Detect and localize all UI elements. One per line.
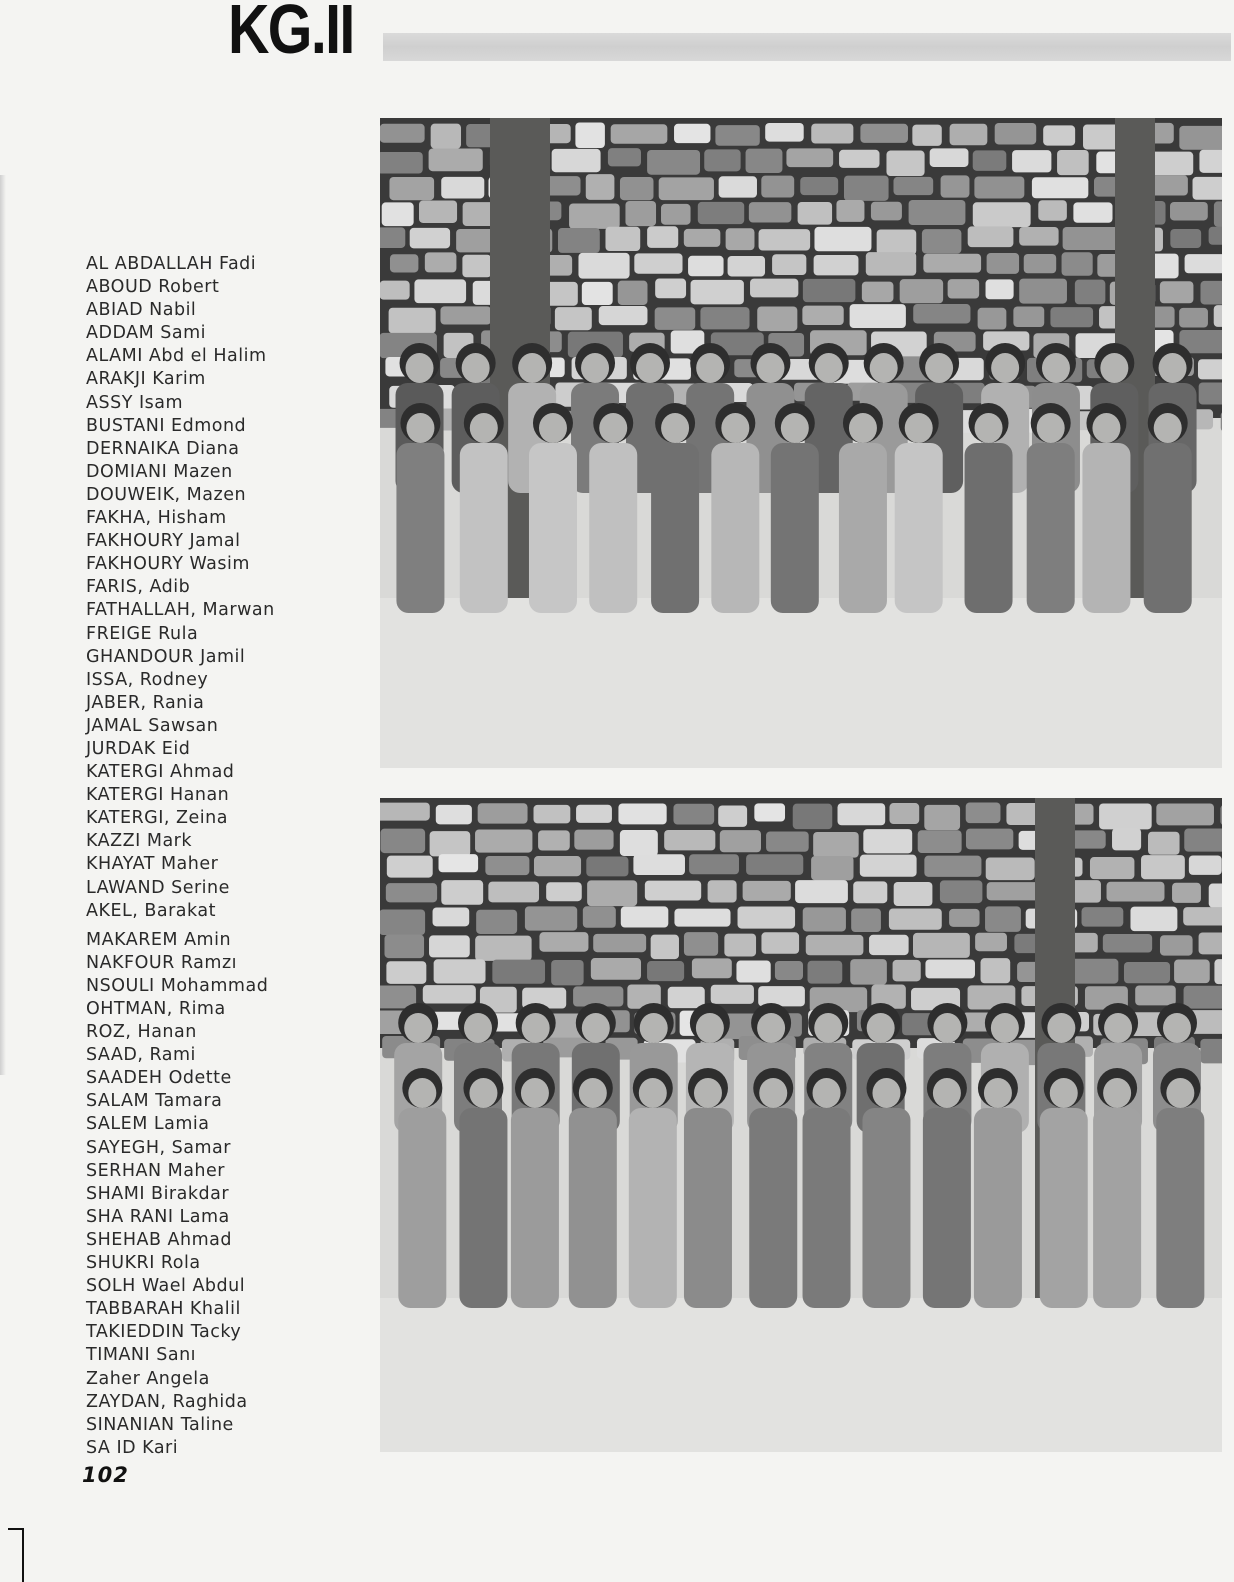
student-name: JAMAL Sawsan [86, 715, 219, 736]
class-photo-top [380, 118, 1222, 768]
student-name: DERNAIKA Diana [86, 438, 240, 459]
student-name: SAADEH Odette [86, 1068, 232, 1089]
student-name: SINANIAN Taline [86, 1414, 234, 1435]
student-name: GHANDOUR Jamil [86, 646, 246, 667]
student-name: ADDAM Sami [86, 323, 206, 344]
student-name: TAKIEDDIN Tacky [86, 1322, 242, 1343]
student-name: ISSA, Rodney [86, 669, 209, 690]
student-name: SHEHAB Ahmad [86, 1229, 232, 1250]
student-name: ABIAD Nabil [86, 300, 197, 321]
student-name: ASSY Isam [86, 392, 183, 413]
class-photo-bottom [380, 798, 1222, 1452]
student-name: NSOULI Mohammad [86, 975, 269, 996]
student-name: DOUWEIK, Mazen [86, 484, 247, 505]
student-name: SHA RANI Lama [86, 1206, 230, 1227]
student-name: JABER, Rania [86, 692, 205, 713]
title-rule-bar [383, 33, 1231, 61]
student-name: TIMANI Sanı [86, 1345, 197, 1366]
student-name: KHAYAT Maher [86, 854, 219, 875]
student-name: FAKHOURY Jamal [86, 531, 241, 552]
student-name: SALAM Tamara [86, 1091, 223, 1112]
page-edge-shadow [0, 175, 6, 1075]
student-name: AKEL, Barakat [86, 900, 216, 921]
student-name: MAKAREM Amin [86, 929, 232, 950]
student-name: AL ABDALLAH Fadi [86, 254, 257, 274]
student-name: ABOUD Robert [86, 277, 220, 298]
student-name: FARIS, Adib [86, 577, 191, 598]
crop-mark [8, 1528, 24, 1582]
student-name: FAKHOURY Wasim [86, 554, 250, 575]
student-name: SAAD, Rami [86, 1045, 196, 1066]
student-name: OHTMAN, Rima [86, 999, 226, 1019]
student-name: KATERGI Hanan [86, 785, 230, 806]
student-name: FAKHA, Hisham [86, 508, 227, 529]
student-name: SALEM Lamia [86, 1114, 210, 1135]
class-roster-list [86, 253, 356, 1460]
student-name: BUSTANI Edmond [86, 415, 247, 436]
student-name: ARAKJI Karim [86, 369, 206, 390]
student-name: SOLH Wael Abdul [86, 1276, 246, 1297]
student-name: SAYEGH, Samar [86, 1137, 231, 1158]
student-name: LAWAND Serine [86, 877, 230, 898]
student-name: SHAMI Birakdar [86, 1183, 230, 1204]
student-name: Zaher Angela [86, 1368, 210, 1389]
student-name: KATERGI Ahmad [86, 762, 235, 783]
student-name: ROZ, Hanan [86, 1022, 197, 1043]
student-name: ALAMI Abd el Halim [86, 346, 267, 367]
page-title: KG.II [228, 0, 354, 68]
student-name: KAZZI Mark [86, 831, 192, 852]
student-name: ZAYDAN, Raghida [86, 1391, 248, 1412]
student-name: TABBARAH Khalil [86, 1299, 241, 1320]
page-number: 102 [82, 1463, 129, 1487]
student-name: FREIGE Rula [86, 623, 199, 644]
student-name: KATERGI, Zeina [86, 808, 228, 829]
student-name: NAKFOUR Ramzı [86, 952, 238, 973]
student-name: SA ID Kari [86, 1437, 179, 1458]
student-name: FATHALLAH, Marwan [86, 600, 275, 621]
student-name: DOMIANI Mazen [86, 461, 233, 482]
student-name: SERHAN Maher [86, 1160, 225, 1181]
student-name: JURDAK Eid [86, 738, 191, 759]
student-name: SHUKRI Rola [86, 1253, 201, 1274]
